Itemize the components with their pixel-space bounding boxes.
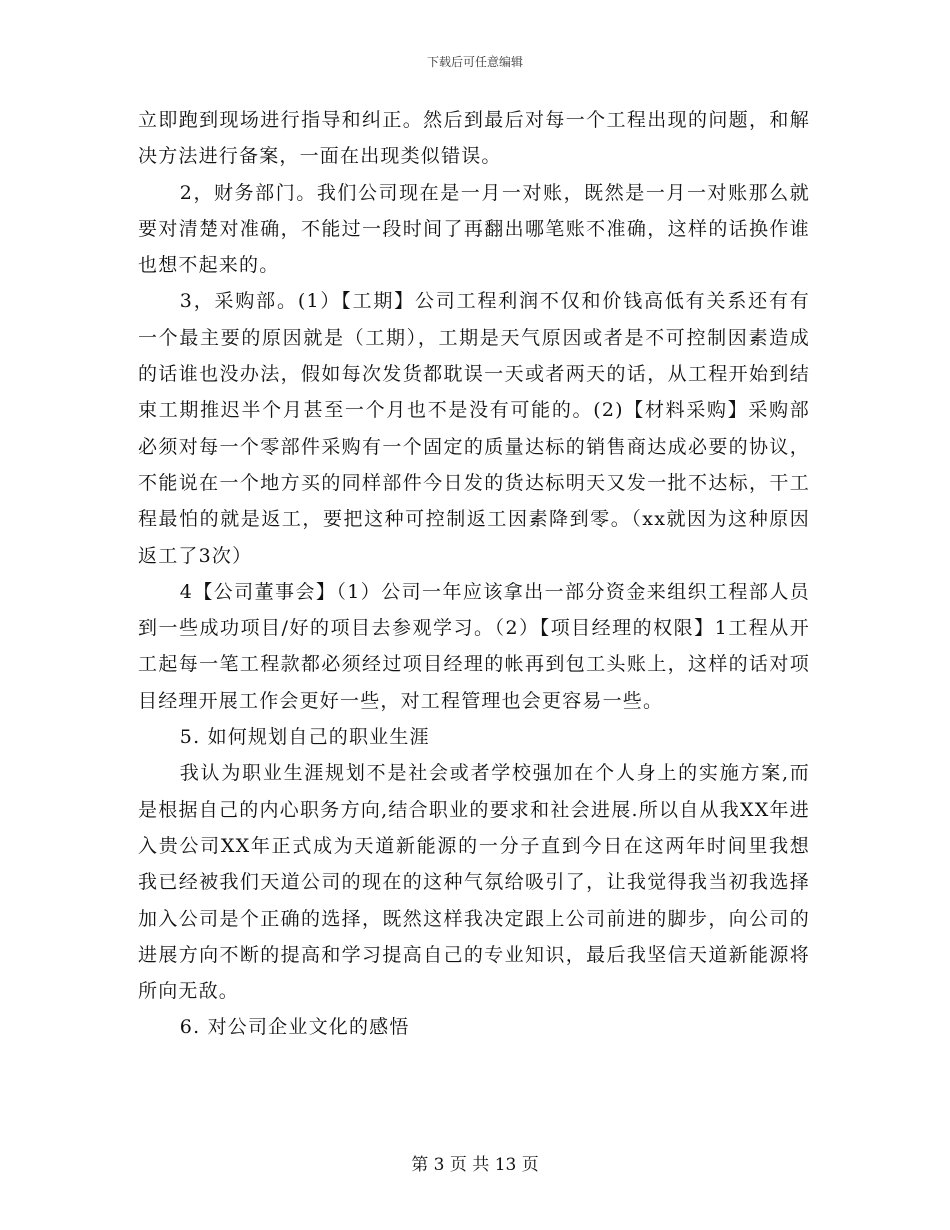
paragraph-board-of-directors: 4【公司董事会】（1）公司一年应该拿出一部分资金来组织工程部人员到一些成功项目/好的项目去参观学习。（2）【项目经理的权限】1工程从开工起每一笔工程款都必须经过项目经理的帐再到包工头账上，这样的话对项目经理开展工作会更好一些，对工程管理也会更容易一些。 <box>138 580 810 712</box>
page-header-note: 下载后可任意编辑 <box>426 55 523 69</box>
paragraph-purchasing-department: 3，采购部。(1）【工期】公司工程利润不仅和价钱高低有关系还有有一个最主要的原因就是（工期），工期是天气原因或者是不可控制因素造成的话谁也没办法，假如每次发货都耽误一天或者两天的话，从工程开始到结束工期推迟半个月甚至一个月也不是没有可能的。(2)【材料采购】采购部必须对每一个零部件采购有一个固定的质量达标的销售商达成必要的协议，不能说在一个地方买的同样部件今日发的货达标明天又发一批不达标，干工程最怕的就是返工，要把这种可控制返工因素降到零。（xx就因为这种原因返工了3次） <box>138 290 810 567</box>
paragraph-continuation: 立即跑到现场进行指导和纠正。然后到最后对每一个工程出现的问题，和解决方法进行备案，一面在出现类似错误。 <box>138 109 810 168</box>
page-number: 第 3 页 共 13 页 <box>411 1155 539 1175</box>
paragraph-finance-department: 2，财务部门。我们公司现在是一月一对账，既然是一月一对账那么就要对清楚对准确，不能过一段时间了再翻出哪笔账不准确，这样的话换作谁也想不起来的。 <box>138 181 810 277</box>
heading-corporate-culture: 6. 对公司企业文化的感悟 <box>179 1016 410 1039</box>
paragraph-career-planning: 我认为职业生涯规划不是社会或者学校强加在个人身上的实施方案,而是根据自己的内心职务方向,结合职业的要求和社会进展.所以自从我XX年进入贵公司XX年正式成为天道新能源的一分子直到今日在这两年时间里我想我已经被我们天道公司的现在的这种气氛给吸引了，让我觉得我当初我选择加入公司是个正确的选择，既然这样我决定跟上公司前进的脚步，向公司的进展方向不断的提高和学习提高自己的专业知识，最后我坚信天道新能源将所向无敌。 <box>138 762 810 1003</box>
heading-career-planning: 5. 如何规划自己的职业生涯 <box>179 726 430 749</box>
document-body <box>138 102 810 1046</box>
